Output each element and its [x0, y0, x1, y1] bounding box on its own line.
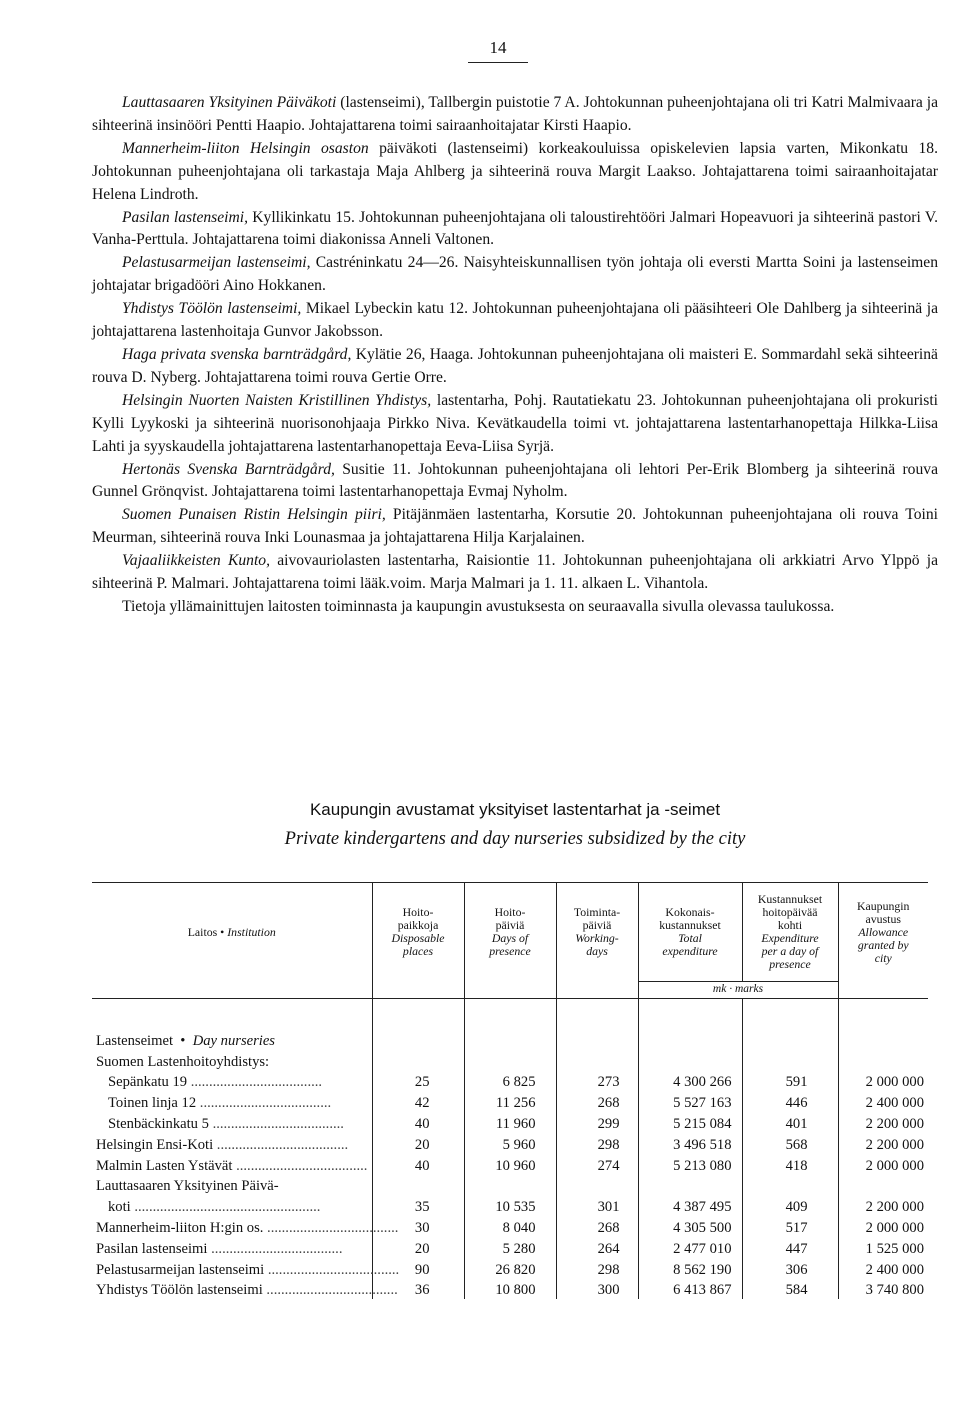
- paragraph-text: Castréninkatu 24—26. Naisyhteiskunnallisen työn johtaja oli eversti Martta Soini ja lastenseimen johtajatar brigadööri Aino Hokkanen.: [92, 254, 938, 295]
- group-label: Suomen Lastenhoitoyhdistys:: [92, 1050, 372, 1071]
- unit-label: mk · marks: [638, 982, 838, 999]
- subsidy-table: [92, 882, 928, 1299]
- paragraph: [92, 252, 938, 298]
- paragraph-text: Pitäjänmäen lastentarha, Korsutie 20. Johtokunnan puheenjohtajana oli rouva Toini Meurman, sihteerinä rouva Inki Lounasmaa ja johtajattarena Hilja Karjalainen.: [92, 506, 938, 547]
- institution-name: Yhdistys Töölön lastenseimi,: [122, 300, 302, 318]
- page-number: 14: [468, 38, 528, 63]
- paragraph-text: lastentarha, Pohj. Rautatiekatu 23. Johtokunnan puheenjohtajana oli prokuristi Kylli Lyykoski ja sihteerinä nuorisonohjaaja Pirkko Niva. Kevätkaudella toimi vt. johtajattarena lastentarhanopettaja Hilkka-Liisa Lahti ja syyskaudella johtajattarena lastentarhanopettaja Eeva-Liisa Syrjä.: [92, 391, 938, 455]
- header-total-expenditure: Kokonais- kustannukset Total expenditure: [638, 883, 742, 982]
- body-text: [92, 92, 938, 619]
- institution-name: Haga privata svenska barnträdgård,: [122, 345, 352, 363]
- header-allowance: Kaupungin avustus Allowance granted by city: [838, 883, 928, 982]
- caption-finnish: Kaupungin avustamat yksityiset lastentarhat ja -seimet: [309, 800, 721, 819]
- institution-name: Suomen Punaisen Ristin Helsingin piiri,: [122, 506, 386, 524]
- paragraph-text: aivovauriolasten lastentarha, Raisiontie 11. Johtokunnan puheenjohtajana oli arkkiatri Arvo Ylppö ja sihteerinä P. Malmari. Johtajattarena toimi lääk.voim. Marja Malmari ja 1. 11. alkaen L. Vihantola.: [92, 552, 939, 593]
- table-row: Pelastusarmeijan lastenseimi .................................... 90 26 820 298 8 562 190 306 2 400 000: [92, 1258, 928, 1279]
- table-row: Toinen linja 12 .................................... 42 11 256 268 5 527 163 446 2 400 000: [92, 1091, 928, 1112]
- header-places: Hoito- paikkoja Disposable places: [372, 883, 464, 982]
- paragraph: [92, 298, 938, 344]
- paragraph-text: päiväkoti (lastenseimi) korkeakouluissa opiskelevien lapsia varten, Mikonkatu 18. Johtokunnan puheenjohtajana oli tarkastaja Maja Ahlberg ja sihteerinä rouva Margit Laakso. Johtajattarena toimi sairaanhoitajatar Helena Lindroth.: [92, 139, 938, 203]
- institution-name: Hertonäs Svenska Barnträdgård,: [122, 460, 335, 478]
- table-row: Lauttasaaren Yksityinen Päivä-: [92, 1175, 928, 1196]
- table-row: Sepänkatu 19 .................................... 25 6 825 273 4 300 266 591 2 000 000: [92, 1071, 928, 1092]
- paragraph: [92, 344, 938, 390]
- caption-english: Private kindergartens and day nurseries subsidized by the city: [284, 829, 746, 849]
- table-row: Helsingin Ensi-Koti .................................... 20 5 960 298 3 496 518 568 2 200 000: [92, 1133, 928, 1154]
- header-institution: Laitos • Institution: [92, 883, 372, 982]
- table-row: Stenbäckinkatu 5 .................................... 40 11 960 299 5 215 084 401 2 200 000: [92, 1112, 928, 1133]
- institution-name: Helsingin Nuorten Naisten Kristillinen Yhdistys,: [122, 391, 432, 409]
- table-row: Mannerheim-liiton H:gin os. .................................... 30 8 040 268 4 305 500 517 2 000 000: [92, 1216, 928, 1237]
- institution-name: Pelastusarmeijan lastenseimi,: [122, 254, 311, 272]
- table-row: koti ................................................... 35 10 535 301 4 387 495 409 2 200 000: [92, 1195, 928, 1216]
- group-label-row: [92, 1050, 928, 1071]
- paragraph: [92, 390, 938, 459]
- institution-name: Lauttasaaren Yksityinen Päiväkoti: [122, 94, 337, 111]
- institution-name: Vajaaliikkeisten Kunto,: [122, 552, 270, 570]
- paragraph: [92, 596, 938, 619]
- paragraph-text: Kylätie 26, Haaga. Johtokunnan puheenjohtajana oli maisteri E. Sommardahl sekä sihteerinä rouva D. Nyberg. Johtajattarena toimi rouva Gertie Orre.: [92, 345, 938, 386]
- paragraph-text: Kyllikinkatu 15. Johtokunnan puheenjohtajana oli taloustirehtööri Jalmari Hopeavuori ja sihteerinä pastori V. Vanha-Perttula. Johtajattarena toimi diakonissa Anneli Valtonen.: [92, 208, 938, 249]
- institution-name: Pasilan lastenseimi,: [122, 208, 248, 226]
- table-row: Pasilan lastenseimi .................................... 20 5 280 264 2 477 010 447 1 525 000: [92, 1237, 928, 1258]
- section-label: Lastenseimet: [96, 1032, 173, 1049]
- paragraph: [92, 207, 938, 253]
- header-expenditure-per-day: Kustannukset hoitopäivää kohti Expenditure per a day of presence: [742, 883, 838, 982]
- table-caption: [92, 796, 938, 854]
- paragraph: [92, 459, 938, 505]
- paragraph: [92, 550, 938, 596]
- header-days-of-presence: Hoito- päiviä Days of presence: [464, 883, 556, 982]
- header-working-days: Toiminta- päiviä Working- days: [556, 883, 638, 982]
- section-label-english: Day nurseries: [192, 1032, 275, 1049]
- paragraph: [92, 504, 938, 550]
- paragraph-text: Susitie 11. Johtokunnan puheenjohtajana oli lehtori Per-Erik Blomberg ja sihteerinä rouva Gunnel Grönqvist. Johtajattarena toimi lastentarhanopettaja Evmaj Nyholm.: [92, 460, 938, 501]
- table-row: Malmin Lasten Ystävät .................................... 40 10 960 274 5 213 080 418 2 000 000: [92, 1154, 928, 1175]
- paragraph-text: Tietoja yllämainittujen laitosten toiminnasta ja kaupungin avustuksesta on seuraavalla sivulla olevassa taulukossa.: [122, 597, 835, 615]
- table-row: Yhdistys Töölön lastenseimi .................................... 36 10 800 300 6 413 867 584 3 740 800: [92, 1279, 928, 1300]
- institution-name: Mannerheim-liiton Helsingin osaston: [122, 139, 369, 157]
- paragraph: [92, 92, 938, 138]
- paragraph: [92, 138, 938, 207]
- paragraph-text: Mikael Lybeckin katu 12. Johtokunnan puheenjohtajana oli pääsihteeri Ole Dahlberg ja sihteerinä ja johtajattarena lastenhoitaja Gunvor Jakobsson.: [92, 300, 938, 341]
- section-label-row: Lastenseimet • Day nurseries: [92, 1029, 928, 1050]
- paragraph-text: (lastenseimi), Tallbergin puistotie 7 A. Johtokunnan puheenjohtajana oli tri Katri Malmivaara ja sihteerinä insinööri Pentti Haapio. Johtajattarena toimi sairaanhoitajatar Kirsti Haapio.: [92, 94, 939, 134]
